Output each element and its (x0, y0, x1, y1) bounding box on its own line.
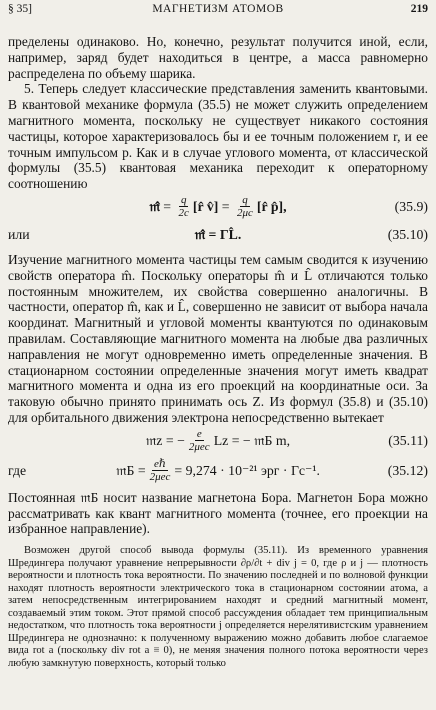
small-print-note: Возможен другой способ вывода формулы (35.11). Из временного уравнения Шредингера получают уравнение непрерывности ∂ρ/∂t + div j = 0, где ρ и j — плотность вероятности и плотность тока вероятности. По значению последней и по волновой функции находят плотность вероятности электрического тока в стационарном состоянии атома, а затем непосредственным интегрированием находят и средний магнитный момент, создаваемый этим током. Этот прямой способ рассуждения обладает тем принципиальным недостатком, что плотность тока вероятности j определяется нерелятивистским уравнением Шредингера не однозначно: к полученному выражению можно добавить любое слагаемое вида rot a (поскольку div rot a ≡ 0), не меняя значения полного потока вероятности через любую замкнутую поверхность, который только (8, 545, 428, 669)
eq1-fraction-2: $\frac{q}{2\mu c}$ (237, 194, 253, 220)
eq1-lhs: 𝔪̂ (149, 199, 160, 215)
paragraph-2: 5. Теперь следует классические представления заменить квантовыми. В квантовой механике формула (35.5) не может служить определением магнитного момента, поскольку не существует никакого состояния частицы, которое характеризовалось бы и ее точным положением r, и ее точным импульсом p. Как и в случае углового момента, от классической формулы (35.5) квантовая механика переходит к операторному соотношению (8, 81, 428, 192)
paragraph-1: пределены одинаково. Но, конечно, результат получится иной, если, например, заряд будет находиться в центре, а масса равномерно распределена по объему шарика. (8, 34, 428, 81)
paragraph-4: Постоянная 𝔪Б носит название магнетона Бора. Магнетон Бора можно рассматривать как квант магнитного момента (точнее, его проекции на избранное направление). (8, 489, 428, 537)
page-body (8, 34, 428, 670)
running-title: МАГНЕТИЗМ АТОМОВ (152, 3, 284, 15)
eq4-lhs: 𝔪Б = (116, 462, 146, 478)
equation-35-12 (8, 456, 428, 486)
paragraph-3: Изучение магнитного момента частицы тем самым сводится к изучению свойств оператора m̂. Поскольку операторы m̂ и L̂ отличаются только постоянным множителем, их свойства совершенно аналогичны. В частности, оператор m̂, как и L̂, совершенно не зависит от выбора начала координат. Магнитный и угловой моменты квантуются по одинаковым правилам. Составляющие магнитного момента на любые два различных направления не могут одновременно иметь определенные значения. В стационарном состоянии определенные значения могут иметь квадрат магнитного момента и одна из его проекций на координатные оси. За таковую обычно принято принимать ось Z. Из формул (35.8) и (35.10) для орбитального движения электрона непосредственно вытекает (8, 251, 428, 425)
page-number: 219 (410, 3, 428, 15)
eq1-fraction-1: $\frac{q}{2c}$ (178, 194, 189, 220)
equation-35-11 (8, 426, 428, 456)
eq3-rhs: Lz = − 𝔪Б m, (213, 432, 291, 448)
equation-number: (35.9) (394, 199, 428, 215)
eq4-fraction: $\frac{\text{eℏ}}{\text{2μec}}$ (149, 458, 171, 484)
eq1-bracket-2: [r̂ p̂], (256, 199, 287, 215)
where-label: где (8, 462, 27, 478)
or-label: или (8, 227, 30, 243)
running-header (8, 1, 428, 18)
equation-35-9: 𝔪̂ = $\frac{q}{2c}$ [r̂ v̂] = $\frac{q}{2\mu c}$ [r̂ p̂], (35.9) (149, 194, 428, 220)
equation-number: (35.12) (387, 462, 428, 478)
equation-number: (35.11) (388, 432, 428, 448)
equation-35-10 (8, 222, 428, 248)
section-marker: § 35] (8, 3, 32, 15)
equation-number: (35.10) (387, 227, 428, 243)
eq3-lhs: 𝔪z = − (145, 432, 185, 448)
eq1-bracket-1: [r̂ v̂] (192, 199, 219, 215)
eq3-fraction: $\frac{e}{\text{2μec}}$ (188, 428, 210, 454)
eq2-expression: 𝔪̂ = ΓL̂. (194, 227, 242, 243)
eq4-rhs: = 9,274 · 10⁻²¹ эрг · Гс⁻¹. (174, 462, 320, 478)
